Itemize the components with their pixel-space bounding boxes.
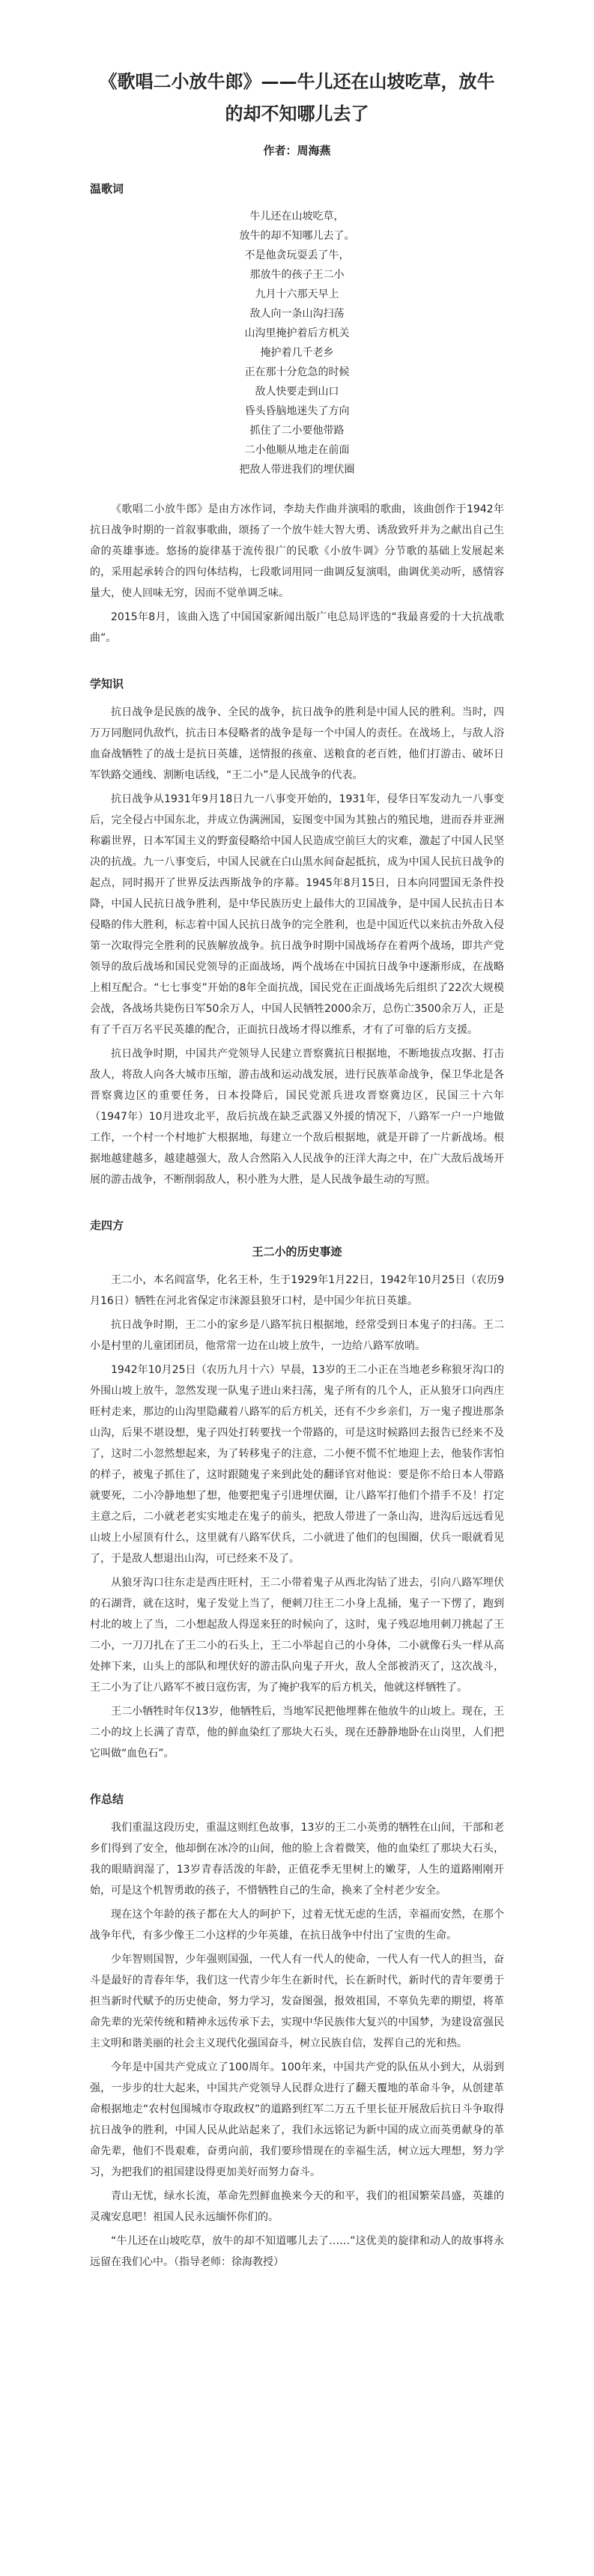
lyric-line: 山沟里掩护着后方机关 (244, 327, 350, 339)
lyric-line: 敌人快要走到山口 (255, 386, 339, 398)
lyric-line: 抓住了二小要他带路 (249, 425, 345, 437)
section-heading-thoughts: 作总结 (90, 1792, 124, 1806)
section-heading-lyrics: 温歌词 (90, 182, 124, 196)
lyric-line: 二小他顺从地走在前面 (244, 444, 350, 456)
visit-paragraph: 抗日战争时期，王二小的家乡是八路军抗日根据地，经常受到日本鬼子的扫荡。王二小是村里的儿童团团员，他常常一边在山坡上放牛，一边给八路军放哨。 (90, 1319, 504, 1352)
lyrics-paragraph: 《歌唱二小放牛郎》是由方冰作词，李劫夫作曲并演唱的歌曲，该曲创作于1942年抗日战争时期的一首叙事歌曲，颂扬了一个放牛娃大智大勇、诱敌致歼并为之献出自己生命的英雄事迹。悠扬的旋律基于流传很广的民歌《小放牛调》分节歌的基础上发展起来的，采用起承转合的四句体结构，七段歌词用同一曲调反复演唱，曲调优美动听，感情容量大，使人回味无穷，因而不觉单调乏味。 (90, 503, 504, 599)
lyric-line: 那放牛的孩子王二小 (249, 269, 345, 281)
lyric-line: 把敌人带进我们的埋伏圈 (239, 464, 355, 476)
lyric-line: 牛儿还在山坡吃草， (249, 210, 345, 222)
visit-paragraph: 从狼牙沟口往东走是西庄旺村，王二小带着鬼子从西北沟钻了进去，引向八路军埋伏的石湖背，就在这时，鬼子发觉上当了，便刺刀往王二小身上乱捅，鬼子一下愣了，跑到村北的坡上了当，二小想起敌人得逞来狂的时候向了，这时，鬼子残忍地用刺刀挑起了王二小，一刀刀扎在了王二小的石头上，王二小举起自己的小身体，二小就像石头一样从高处摔下来，山头上的部队和埋伏好的游击队向鬼子开火，敌人全部被消灭了，这次战斗，王二小为了让八路军不被日寇伤害，为了掩护我军的后方机关，他就这样牺牲了。 (90, 1577, 504, 1694)
lyrics-block (90, 207, 504, 479)
lyrics-paragraph: 2015年8月，该曲入选了中国国家新闻出版广电总局评选的“我最喜爱的十大抗战歌曲”。 (90, 611, 504, 644)
study-paragraph: 抗日战争时期，中国共产党领导人民建立晋察冀抗日根据地，不断地拔点攻据、打击敌人，将敌人向各大城市压缩，游击战和运动战发展，进行民族革命战争，保卫华北是各晋察冀边区的重要任务，日本投降后，国民党派兵进攻晋察冀边区，民国三十六年（1947年）10月进攻北平，敌后抗战在缺乏武器又外援的情况下，八路军一户一户地做工作，一个村一个村地扩大根据地，每建立一个敌后根据地，就是开辟了一片新战场。根据地越建越多，越建越强大，敌人合然陷入人民战争的汪洋大海之中，在广大敌后战场开展的游击战争，不断削弱敌人，积小胜为大胜，是人民战争最生动的写照。 (90, 1048, 504, 1186)
thoughts-paragraph: “牛儿还在山坡吃草，放牛的却不知道哪儿去了……”这优美的旋律和动人的故事将永远留在我们心中。（指导老师：徐海教授） (90, 2235, 504, 2268)
section-heading-study: 学知识 (90, 677, 124, 691)
article-title: 《歌唱二小放牛郎》——牛儿还在山坡吃草，放牛的却不知哪儿去了 (99, 71, 495, 124)
study-paragraph: 抗日战争是民族的战争、全民的战争，抗日战争的胜利是中国人民的胜利。当时，四万万同胞同仇敌忾，抗击日本侵略者的战争是每一个中国人的责任。在战场上，与敌人浴血奋战牺牲了的战士是抗日英雄，送情报的孩童、送粮食的老百姓，他们打游击、破坏日军铁路交通线、割断电话线，“王二小”是人民战争的代表。 (90, 706, 504, 781)
article-author: 作者：周海燕 (263, 144, 331, 157)
story-title: 王二小的历史事迹 (252, 1245, 342, 1258)
lyric-line: 正在那十分危急的时候 (244, 366, 350, 378)
lyric-line: 九月十六那天早上 (255, 288, 339, 300)
thoughts-paragraph: 今年是中国共产党成立了100周年。100年来，中国共产党的队伍从小到大，从弱到强，一步步的壮大起来，中国共产党领导人民群众进行了翻天覆地的革命斗争，从创建革命根据地走“农村包围城市夺取政权”的道路到红军二万五千里长征开展敌后抗日斗争取得抗日战争的胜利，中国人民从此站起来了，我们永远铭记为新中国的成立而英勇献身的革命先辈，他们不畏艰难，奋勇向前，我们要珍惜现在的幸福生活，树立远大理想，努力学习，为把我们的祖国建设得更加美好而努力奋斗。 (90, 2061, 504, 2178)
thoughts-paragraph: 我们重温这段历史，重温这则红色故事，13岁的王二小英勇的牺牲在山间，干部和老乡们得到了安全，他却倒在冰冷的山间，他的脸上含着微笑，他的血染红了那块大石头，我的眼睛润湿了，13岁青春活泼的年龄，正值花季无里树上的嫩芽，人生的道路刚刚开始，可是这个机智勇敢的孩子，不惜牺牲自己的生命，换来了全村老少安全。 (90, 1822, 504, 1897)
lyric-line: 掩护着几千老乡 (260, 347, 334, 359)
lyric-line: 昏头昏脑地迷失了方向 (244, 405, 350, 417)
visit-paragraph: 王二小，本名阎富华，化名王朴，生于1929年1月22日，1942年10月25日（农历9月16日）牺牲在河北省保定市涞源县狼牙口村，是中国少年抗日英雄。 (90, 1274, 504, 1307)
lyric-line: 敌人向一条山沟扫荡 (249, 308, 345, 320)
study-paragraph: 抗日战争从1931年9月18日九一八事变开始的，1931年，侵华日军发动九一八事变后，完全侵占中国东北，并成立伪满洲国，妄图变中国为其独占的殖民地，进而吞并亚洲称霸世界，日本军国主义的野蛮侵略给中国人民造成空前巨大的灾难，激起了中国人民坚决的抗战。九一八事变后，中国人民就在白山黑水间奋起抵抗，成为中国人民抗日战争的起点，同时揭开了世界反法西斯战争的序幕。1945年8月15日，日本向同盟国无条件投降，中国人民抗日战争胜利，是中华民族历史上最伟大的卫国战争，是中国人民抗击日本侵略的伟大胜利，标志着中国人民抗日战争的完全胜利，也是中国近代以来抗击外敌入侵第一次取得完全胜利的民族解放战争。抗日战争时期中国战场存在着两个战场，即共产党领导的敌后战场和国民党领导的正面战场，两个战场在中国抗日战争中逐渐形成，在战略上相互配合。“七七事变”开始的8年全面抗战，国民党在正面战场先后组织了22次大规模会战，各战场共毙伤日军50余万人，中国人民牺牲2000余万，总伤亡3500余万人，正是有了千百万名平民英雄的配合，正面抗日战场才得以维系，才有了可靠的后方支援。 (90, 793, 504, 1036)
lyric-line: 不是他贪玩耍丢了牛， (244, 249, 350, 261)
thoughts-paragraph: 现在这个年龄的孩子都在大人的呵护下，过着无忧无虑的生活，幸福而安然，在那个战争年代，有多少像王二小这样的少年英雄，在抗日战争中付出了宝贵的生命。 (90, 1909, 504, 1942)
visit-paragraph: 1942年10月25日（农历九月十六）早晨，13岁的王二小正在当地老乡称狼牙沟口的外围山坡上放牛，忽然发现一队鬼子进山来扫荡，鬼子所有的几个人，正从狼牙口向西庄旺村走来，那边的山沟里隐藏着八路军的后方机关，还有不少乡亲们，万一鬼子搜进那条山沟，后果不堪设想，鬼子四处打转要找一个带路的，可是这时候路回去报告已经来不及了，这时二小忽然想起来，为了转移鬼子的注意，二小便不慌不忙地迎上去，他装作害怕的样子，被鬼子抓住了，这时跟随鬼子来到此处的翻译官对他说：要是你不给日本人带路就要死，二小冷静地想了想，他要把鬼子引进埋伏圈，让八路军打他们个措手不及！打定主意之后，二小就老老实实地走在鬼子的前头，把敌人带进了一条山沟，进沟后远远看见山坡上小屋顶有什么，这里就有八路军伏兵，二小就进了他们的包围圈，伏兵一眼就看见了，于是敌人想退出山沟，可已经来不及了。 (90, 1364, 504, 1565)
thoughts-paragraph: 少年智则国智，少年强则国强，一代人有一代人的使命，一代人有一代人的担当，奋斗是最好的青春年华，我们这一代青少年生在新时代，长在新时代，新时代的青年要勇于担当新时代赋予的历史使命，努力学习，发奋图强，报效祖国，不辜负先辈的期望，将革命先辈的光荣传统和精神永远传承下去，实现中华民族伟大复兴的中国梦，为建设富强民主文明和谐美丽的社会主义现代化强国奋斗，树立民族自信，发挥自己的光和热。 (90, 1954, 504, 2049)
lyric-line: 放牛的却不知哪儿去了。 (239, 230, 355, 242)
section-heading-visit: 走四方 (90, 1219, 124, 1232)
thoughts-paragraph: 青山无忧，绿水长流，革命先烈鲜血换来今天的和平，我们的祖国繁荣昌盛，英雄的灵魂安息吧！祖国人民永远缅怀你们的。 (90, 2190, 504, 2223)
visit-paragraph: 王二小牺牲时年仅13岁，他牺牲后，当地军民把他埋葬在他放牛的山坡上。现在，王二小的坟上长满了青草，他的鲜血染红了那块大石头，现在还静静地卧在山岗里，人们把它叫做“血色石”。 (90, 1706, 504, 1760)
